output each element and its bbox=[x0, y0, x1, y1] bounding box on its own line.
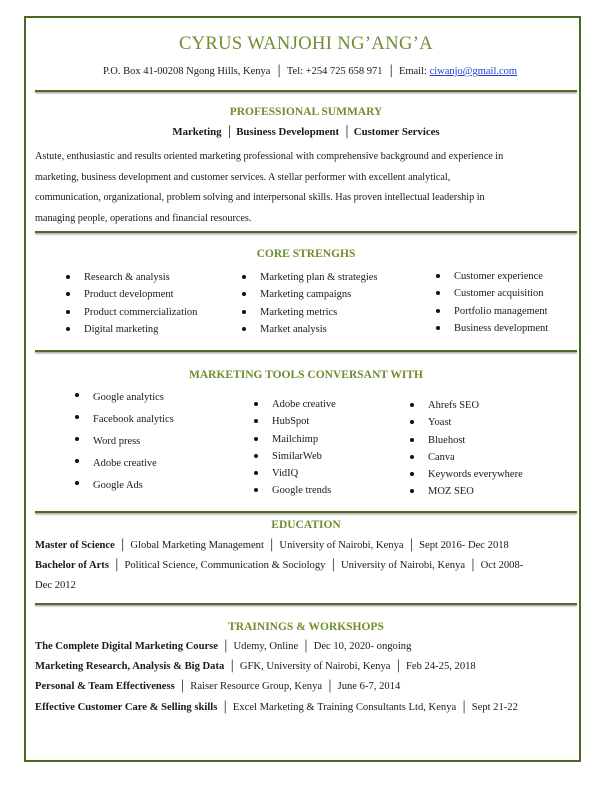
focus-area: Business Development bbox=[236, 126, 340, 138]
separator: │ bbox=[460, 702, 468, 713]
dates: Dec 10, 2020- ongoing bbox=[313, 641, 412, 652]
training-provider: Udemy, Online bbox=[233, 641, 299, 652]
training-provider: Excel Marketing & Training Consultants Ltd, Kenya bbox=[232, 702, 457, 713]
separator: │ bbox=[387, 66, 395, 77]
contact-line bbox=[103, 66, 517, 77]
education-entry bbox=[35, 560, 523, 571]
list-item: Digital marketing bbox=[84, 321, 197, 338]
list-item: VidIQ bbox=[272, 465, 336, 482]
dates: Sept 21-22 bbox=[471, 702, 518, 713]
candidate-name: CYRUS WANJOHI NG’ANG’A bbox=[178, 34, 434, 54]
list-item: Portfolio management bbox=[454, 303, 548, 320]
training-provider: GFK, University of Nairobi, Kenya bbox=[239, 661, 391, 672]
section-divider bbox=[35, 90, 577, 92]
tools-column-1 bbox=[93, 387, 174, 497]
school: University of Nairobi, Kenya bbox=[279, 540, 404, 551]
list-item: Google trends bbox=[272, 482, 336, 499]
list-item: Market analysis bbox=[260, 321, 378, 338]
section-divider bbox=[35, 231, 577, 233]
separator: │ bbox=[326, 681, 334, 692]
field-of-study: Global Marketing Management bbox=[130, 540, 264, 551]
separator: │ bbox=[469, 560, 477, 571]
training-title: The Complete Digital Marketing Course bbox=[35, 641, 219, 652]
separator: │ bbox=[178, 681, 187, 692]
training-provider: Raiser Resource Group, Kenya bbox=[190, 681, 323, 692]
separator: │ bbox=[394, 661, 402, 672]
separator: │ bbox=[228, 661, 236, 672]
summary-line: communication, organizational, problem solving and interpersonal skills. Has proven intellectual leadership in bbox=[35, 192, 485, 203]
list-item: Google analytics bbox=[93, 387, 174, 409]
separator: │ bbox=[407, 540, 416, 551]
dates: Oct 2008- bbox=[480, 560, 524, 571]
list-item: Marketing plan & strategies bbox=[260, 269, 378, 286]
separator: │ bbox=[329, 560, 337, 571]
list-item: Ahrefs SEO bbox=[428, 397, 523, 414]
list-item: Yoast bbox=[428, 414, 523, 431]
separator: │ bbox=[221, 702, 229, 713]
strengths-column-3 bbox=[454, 268, 548, 337]
list-item: Product development bbox=[84, 286, 197, 303]
training-title: Effective Customer Care & Selling skills bbox=[35, 702, 218, 713]
address: P.O. Box 41-00208 Ngong Hills, Kenya bbox=[103, 66, 271, 77]
summary-line: managing people, operations and financial resources. bbox=[35, 212, 252, 224]
list-item: Business development bbox=[454, 320, 548, 337]
dates: Feb 24-25, 2018 bbox=[405, 661, 476, 672]
summary-heading: PROFESSIONAL SUMMARY bbox=[229, 106, 383, 118]
focus-area: Marketing bbox=[172, 126, 222, 138]
list-item: MOZ SEO bbox=[428, 483, 523, 500]
list-item: Customer acquisition bbox=[454, 285, 548, 302]
list-item: Research & analysis bbox=[84, 269, 197, 286]
list-item: Marketing campaigns bbox=[260, 286, 378, 303]
separator: │ bbox=[302, 641, 310, 652]
list-item: Word press bbox=[93, 431, 174, 453]
training-entry bbox=[35, 702, 518, 713]
training-title: Marketing Research, Analysis & Big Data bbox=[35, 661, 225, 672]
training-title: Personal & Team Effectiveness bbox=[35, 681, 175, 692]
strengths-heading: CORE STRENGHS bbox=[256, 248, 356, 260]
summary-line: Astute, enthusiastic and results oriented marketing professional with comprehensive background and experience in bbox=[35, 151, 504, 162]
separator: │ bbox=[118, 540, 127, 551]
separator: │ bbox=[343, 126, 351, 138]
strengths-column-2 bbox=[260, 269, 378, 338]
list-item: Mailchimp bbox=[272, 431, 336, 448]
section-divider bbox=[35, 350, 577, 352]
list-item: Product commercialization bbox=[84, 304, 197, 321]
list-item: Facebook analytics bbox=[93, 409, 174, 431]
list-item: Customer experience bbox=[454, 268, 548, 285]
education-entry bbox=[35, 540, 509, 551]
tools-column-3 bbox=[428, 397, 523, 501]
email-link[interactable]: ciwanjo@gmail.com bbox=[429, 66, 518, 77]
tools-heading: MARKETING TOOLS CONVERSANT WITH bbox=[189, 369, 423, 381]
training-entry bbox=[35, 641, 411, 652]
degree: Bachelor of Arts bbox=[35, 560, 109, 571]
section-divider bbox=[35, 603, 577, 605]
email-label: Email: bbox=[398, 66, 427, 77]
summary-focus-areas bbox=[0, 126, 612, 138]
summary-paragraph bbox=[35, 147, 575, 229]
training-entry bbox=[35, 681, 400, 692]
dates: Dec 2012 bbox=[35, 580, 76, 591]
tools-column-2 bbox=[272, 396, 336, 500]
separator: │ bbox=[112, 560, 121, 571]
separator: │ bbox=[225, 126, 234, 138]
list-item: Google Ads bbox=[93, 475, 174, 497]
list-item: Adobe creative bbox=[93, 453, 174, 475]
training-entry bbox=[35, 661, 476, 672]
list-item: Marketing metrics bbox=[260, 304, 378, 321]
focus-area: Customer Services bbox=[353, 126, 440, 138]
dates: June 6-7, 2014 bbox=[337, 681, 401, 692]
separator: │ bbox=[222, 641, 230, 652]
phone: Tel: +254 725 658 971 bbox=[286, 66, 383, 77]
list-item: Adobe creative bbox=[272, 396, 336, 413]
section-divider bbox=[35, 511, 577, 513]
strengths-column-1 bbox=[84, 269, 197, 338]
separator: │ bbox=[267, 540, 276, 551]
list-item: SimilarWeb bbox=[272, 448, 336, 465]
dates: Sept 2016- Dec 2018 bbox=[419, 540, 509, 551]
summary-line: marketing, business development and customer services. A stellar performer with excellent analytical, bbox=[35, 171, 451, 183]
education-heading: EDUCATION bbox=[271, 519, 341, 531]
list-item: Keywords everywhere bbox=[428, 466, 523, 483]
trainings-heading: TRAININGS & WORKSHOPS bbox=[228, 621, 384, 633]
field-of-study: Political Science, Communication & Sociology bbox=[124, 560, 326, 571]
list-item: Canva bbox=[428, 449, 523, 466]
education-entry-continued bbox=[35, 580, 76, 591]
degree: Master of Science bbox=[35, 540, 115, 551]
list-item: Bluehost bbox=[428, 432, 523, 449]
list-item: HubSpot bbox=[272, 413, 336, 430]
school: University of Nairobi, Kenya bbox=[340, 560, 466, 571]
separator: │ bbox=[275, 66, 283, 77]
